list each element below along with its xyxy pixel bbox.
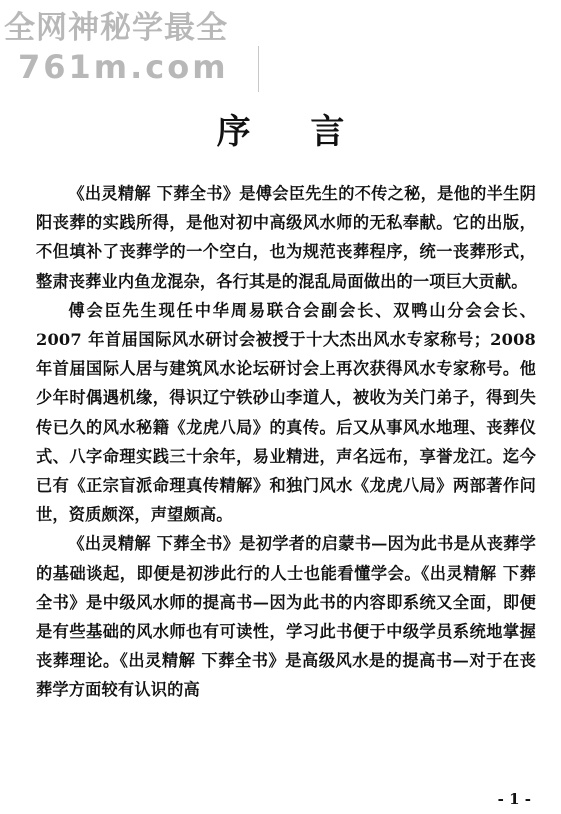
paragraph-3: 《出灵精解 下葬全书》是初学者的启蒙书—因为此书是从丧葬学的基础谈起，即便是初涉此行的人士也能看懂学会。《出灵精解 下葬全书》是中级风水师的提高书—因为此书的内容即系统又全面，即便是有些基础的风水师也有可读性，学习此书便于中级学员系统地掌握丧葬理论。《出灵精解 下葬全书》是高级风水是的提高书—对于在丧葬学方面较有认识的高 <box>36 534 536 700</box>
watermark-divider <box>258 46 259 92</box>
watermark-url: 761m.com <box>18 48 229 86</box>
page-title: 序 言 <box>216 112 369 152</box>
watermark-site-name: 全网神秘学最全 <box>4 10 228 46</box>
watermark <box>0 0 300 96</box>
body-text <box>36 179 536 705</box>
paragraph-2: 傅会臣先生现任中华周易联合会副会长、双鸭山分会会长、2007 年首届国际风水研讨会被授于十大杰出风水专家称号；2008 年首届国际人居与建筑风水论坛研讨会上再次获得风水专家称号。他少年时偶遇机缘，得识辽宁铁砂山李道人，被收为关门弟子，得到失传已久的风水秘籍《龙虎八局》的真传。后又从事风水地理、丧葬仪式、八字命理实践三十余年，易业精进，声名远布，享誉龙江。迄今已有《正宗盲派命理真传精解》和独门风水《龙虎八局》两部著作问世，资质颇深，声望颇高。 <box>36 300 536 525</box>
paragraph-1: 《出灵精解 下葬全书》是傅会臣先生的不传之秘，是他的半生阴阳丧葬的实践所得，是他对初中高级风水师的无私奉献。它的出版，不但填补了丧葬学的一个空白，也为规范丧葬程序，统一丧葬形式，整肃丧葬业内鱼龙混杂，各行其是的混乱局面做出的一项巨大贡献。 <box>36 184 536 291</box>
page-number: - 1 - <box>497 790 531 808</box>
